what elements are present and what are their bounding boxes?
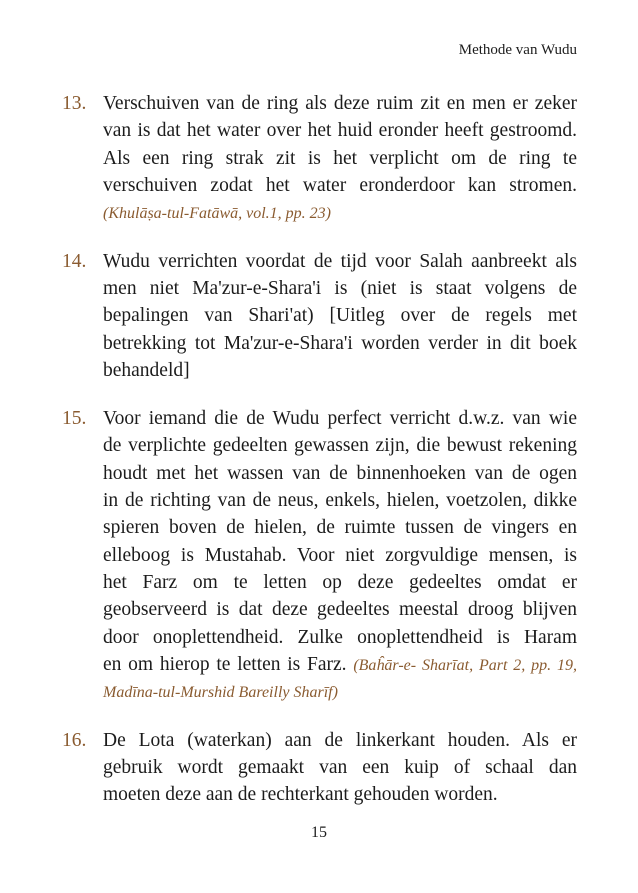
body-text: Wudu verrichten voordat de tijd voor Salah aanbreekt als <box>103 250 577 272</box>
body-text: men niet Ma'zur-e-Shara'i is (niet is staat volgens de <box>103 277 577 299</box>
body-text: gebruik wordt gemaakt van een kuip of schaal dan <box>103 756 577 778</box>
citation: (Khulāṣa-tul-Fatāwā, vol.1, pp. 23) <box>103 205 331 223</box>
body-text: spieren boven de hielen, de ruimte tussen de vingers en <box>103 517 577 539</box>
body-text: De Lota (waterkan) aan de linkerkant houden. Als er <box>103 729 577 751</box>
body-text: bepalingen van Shari'at) [Uitleg over de regels met <box>103 305 577 327</box>
body-text: in de richting van de neus, enkels, hielen, voetzolen, dikke <box>103 490 577 512</box>
body-text: Voor iemand die de Wudu perfect verricht d.w.z. van wie <box>103 408 577 430</box>
list-item <box>62 90 577 227</box>
text-line <box>103 487 577 514</box>
text-line <box>103 145 577 172</box>
item-number: 13. <box>62 93 87 114</box>
list-item <box>62 405 577 706</box>
item-number: 15. <box>62 408 87 430</box>
text-line <box>103 651 577 678</box>
citation: Madīna-tul-Murshid Bareilly Sharīf) <box>103 684 338 702</box>
text-line <box>103 624 577 651</box>
text-line <box>103 117 577 144</box>
item-text <box>103 90 577 227</box>
text-line <box>103 569 577 596</box>
page-number: 15 <box>311 824 327 841</box>
body-text: houdt met het wassen van de binnenhoeken van de ogen <box>103 462 577 484</box>
text-line <box>103 275 577 302</box>
running-title: Methode van Wudu <box>458 42 577 58</box>
text-line <box>103 90 577 117</box>
body-text: verschuiven zodat het water eronderdoor kan stromen. <box>103 175 577 197</box>
body-text: van is dat het water over het huid eronder heeft gestroomd. <box>103 120 577 142</box>
body-text: Als een ring strak zit is het verplicht om de ring te <box>103 147 577 169</box>
text-line <box>103 357 577 384</box>
text-line <box>103 542 577 569</box>
body-text: behandeld] <box>103 359 190 381</box>
text-line <box>103 514 577 541</box>
item-text <box>103 405 577 706</box>
text-line <box>103 330 577 357</box>
text-line <box>103 172 577 199</box>
item-number: 16. <box>62 729 87 751</box>
text-line <box>103 432 577 459</box>
text-line <box>103 754 577 781</box>
text-line <box>103 596 577 623</box>
list-item <box>62 727 577 809</box>
text-line <box>103 248 577 275</box>
numbered-list <box>62 90 577 829</box>
citation: (Baĥār-e- Sharīat, Part 2, pp. 19, <box>353 657 578 675</box>
body-text: door onoplettendheid. Zulke onoplettendheid is Haram <box>103 626 577 648</box>
text-line <box>103 781 577 808</box>
item-text <box>103 248 577 385</box>
text-line <box>103 302 577 329</box>
text-line <box>103 199 577 226</box>
text-line <box>103 678 577 705</box>
body-text: elleboog is Mustahab. Voor niet zorgvuldige mensen, is <box>103 544 577 566</box>
body-text: betrekking tot Ma'zur-e-Shara'i worden verder in dit boek <box>103 332 577 354</box>
body-text: moeten deze aan de rechterkant gehouden worden. <box>103 784 498 806</box>
body-text: het Farz om te letten op deze gedeeltes omdat er <box>103 572 577 594</box>
body-text: de verplichte gedeelten gewassen zijn, die bewust rekening <box>103 435 577 457</box>
text-line <box>103 727 577 754</box>
list-item <box>62 248 577 385</box>
item-number: 14. <box>62 250 87 272</box>
text-line <box>103 405 577 432</box>
body-text: geobserveerd is dat deze gedeeltes meestal droog blijven <box>103 599 577 621</box>
body-text: en om hierop te letten is Farz. <box>103 654 347 676</box>
text-line <box>103 460 577 487</box>
body-text: Verschuiven van de ring als deze ruim zit en men er zeker <box>103 93 577 114</box>
item-text <box>103 727 577 809</box>
